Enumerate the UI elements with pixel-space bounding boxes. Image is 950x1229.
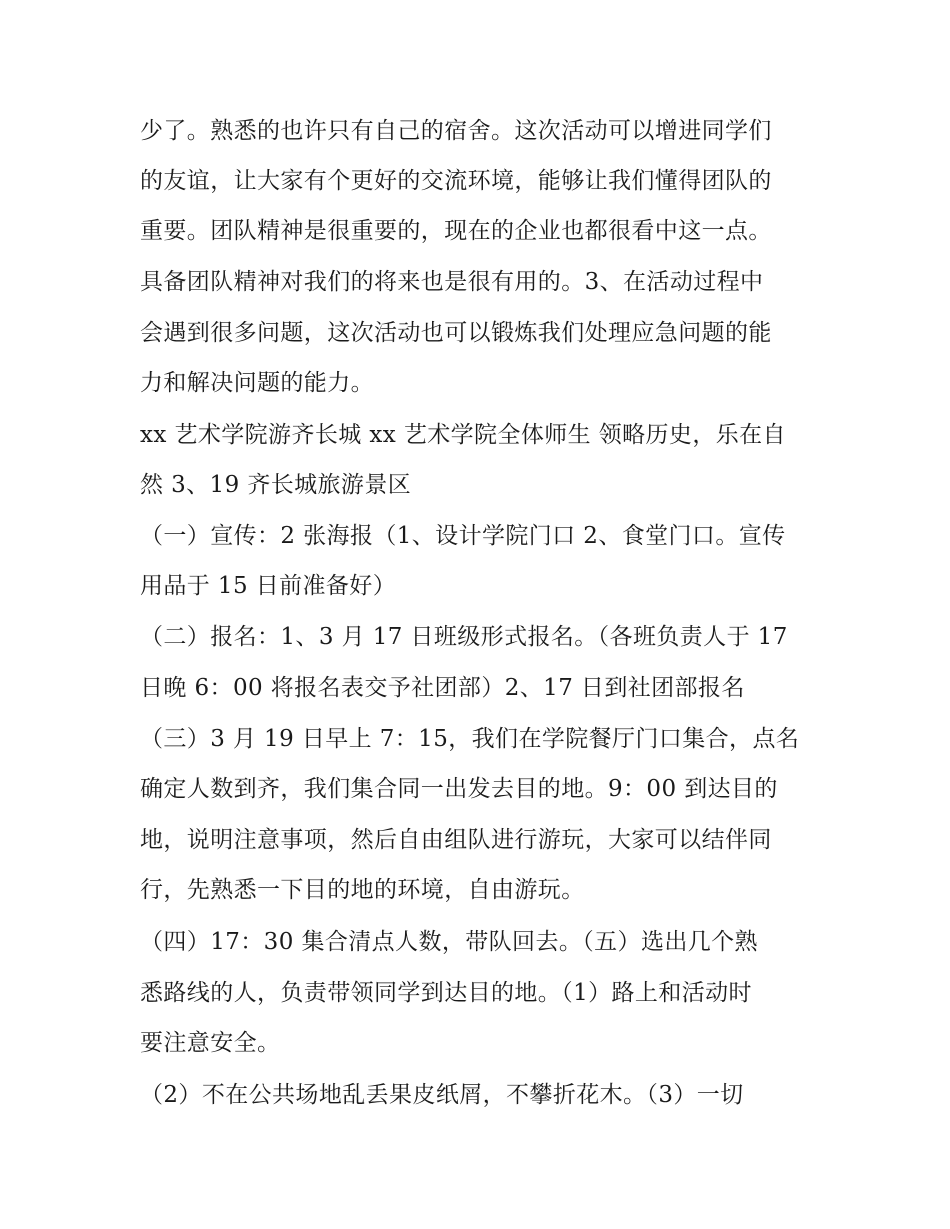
text-line: 要注意安全。 — [140, 1030, 281, 1056]
text-line: 力和解决问题的能力。 — [140, 370, 374, 396]
text-line: 地，说明注意事项，然后自由组队进行游玩，大家可以结伴同 — [140, 827, 772, 853]
text-line: 的友谊，让大家有个更好的交流环境，能够让我们懂得团队的 — [140, 168, 772, 194]
text-line: 用品于 15 日前准备好） — [140, 573, 397, 599]
text-line: （二）报名：1、3 月 17 日班级形式报名。（各班负责人于 17 — [140, 624, 788, 650]
text-line: 日晚 6：00 将报名表交予社团部）2、17 日到社团部报名 — [140, 675, 745, 701]
text-line: （三）3 月 19 日早上 7：15，我们在学院餐厅门口集合，点名 — [140, 726, 800, 752]
text-line: 确定人数到齐，我们集合同一出发去目的地。9：00 到达目的 — [140, 776, 778, 802]
text-line: （一）宣传：2 张海报（1、设计学院门口 2、食堂门口。宣传 — [140, 523, 786, 549]
text-line: （四）17：30 集合清点人数，带队回去。（五）选出几个熟 — [140, 929, 758, 955]
text-line: （2）不在公共场地乱丢果皮纸屑，不攀折花木。（3）一切 — [140, 1082, 744, 1108]
text-line: 行，先熟悉一下目的地的环境，自由游玩。 — [140, 877, 585, 903]
text-line: 会遇到很多问题，这次活动也可以锻炼我们处理应急问题的能 — [140, 320, 772, 346]
text-line: xx 艺术学院游齐长城 xx 艺术学院全体师生 领略历史，乐在自 — [140, 422, 786, 448]
text-line: 少了。熟悉的也许只有自己的宿舍。这次活动可以增进同学们 — [140, 118, 772, 144]
text-line: 具备团队精神对我们的将来也是很有用的。3、在活动过程中 — [140, 269, 764, 295]
text-line: 重要。团队精神是很重要的，现在的企业也都很看中这一点。 — [140, 218, 772, 244]
text-line: 然 3、19 齐长城旅游景区 — [140, 472, 412, 498]
text-line: 悉路线的人，负责带领同学到达目的地。（1）路上和活动时 — [140, 980, 752, 1006]
